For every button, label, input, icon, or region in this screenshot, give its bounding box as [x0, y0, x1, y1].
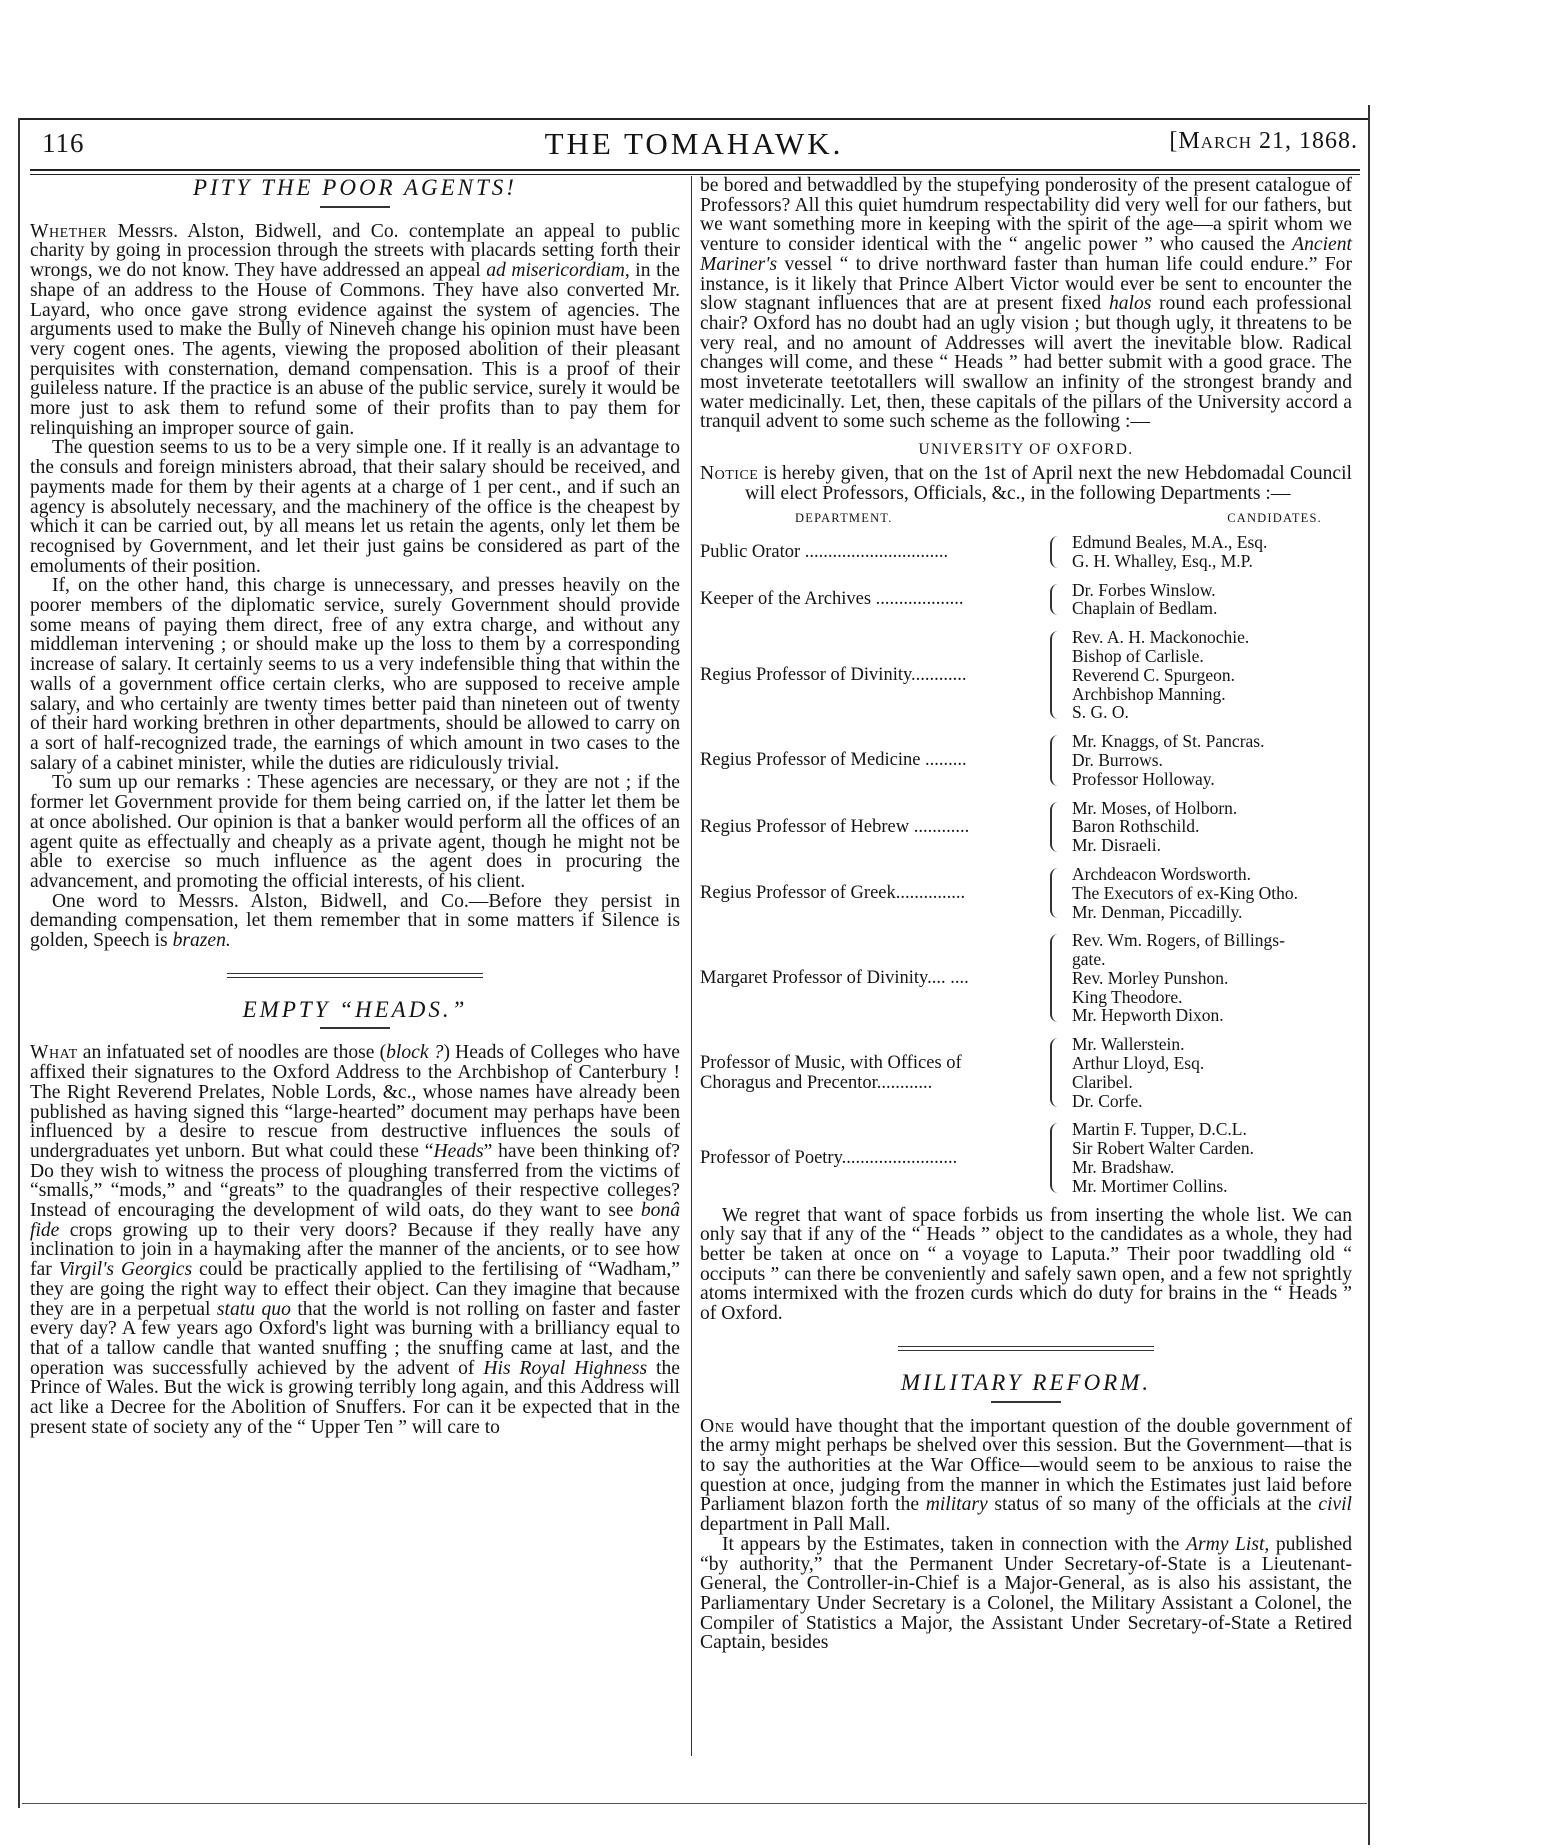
- department-name: Professor of Poetry.........................: [700, 1148, 958, 1169]
- title-rule: [991, 1401, 1061, 1403]
- candidates-table: [700, 533, 1352, 1196]
- candidate-list: Archdeacon Wordsworth. The Executors of ex-King Otho. Mr. Denman, Piccadilly.: [1072, 863, 1298, 922]
- title-rule: [320, 206, 390, 208]
- candidates-column-header: CANDIDATES.: [1227, 511, 1322, 526]
- article-title-empty-heads: EMPTY “HEADS.”: [242, 996, 468, 1022]
- table-row: [700, 533, 1352, 571]
- department-name: Regius Professor of Divinity............: [700, 665, 967, 686]
- paragraph: It appears by the Estimates, taken in connection with the Army List, published “by authority,” that the Permanent Under Secretary-of-State is a Lieutenant-General, the Controller-in-Chief is a Major-General, as is also his assistant, the Parliamentary Under Secretary is a Colonel, the Military Assistant a Colonel, the Compiler of Statistics a Major, the Assistant Under Secretary-of-State a Retired Captain, besides: [700, 1533, 1353, 1654]
- candidate-list: Rev. A. H. Mackonochie. Bishop of Carlisle. Reverend C. Spurgeon. Archbishop Manning. S. G. O.: [1072, 627, 1250, 723]
- column-divider: [691, 176, 692, 1756]
- brace: [1050, 536, 1064, 568]
- paragraph: be bored and betwaddled by the stupefying ponderosity of the present catalogue of Professors? All this quiet humdrum respectability did very well for our fathers, but we want something more in keeping with the spirit of the age—a spirit whom we venture to consider identical with the “ angelic power ” who caused the Ancient Mariner's vessel “ to drive northward faster than human life could endure.” For instance, is it likely that Prince Albert Victor would ever be sent to encounter the slow stagnant influences that are at present fixed halos round each professional chair? Oxford has no doubt had an ugly vision ; but though ugly, it threatens to be very real, and no amount of Addresses will avert the inevitable blow. Radical changes will come, and these “ Heads ” had better submit with a good grace. The most inveterate teetotallers will swallow an infinity of the strongest brandy and water medicinally. Let, then, these capitals of the pillars of the University accord a tranquil advent to some such scheme as the following :—: [700, 175, 1352, 433]
- paragraph: One would have thought that the important question of the double government of the army might perhaps be shelved over this session. But the Government—that is to say the authorities at the War Office—would seem to be anxious to raise the question at once, judging from the manner in which the Estimates just laid before Parliament blazon forth the military status of so many of the officials at the civil department in Pall Mall.: [700, 1415, 1352, 1536]
- brace: [1050, 1038, 1064, 1107]
- candidate-list: Edmund Beales, M.A., Esq. G. H. Whalley, Esq., M.P.: [1072, 531, 1268, 571]
- department-name: Professor of Music, with Offices of Choragus and Precentor............: [700, 1052, 962, 1093]
- paragraph: Whether Messrs. Alston, Bidwell, and Co. contemplate an appeal to public charity by going in procession through the streets with placards setting forth their wrongs, we do not know. They have addressed an appeal ad misericordiam, in the shape of an address to the House of Commons. They have also converted Mr. Layard, who once gave strong evidence against the system of agencies. The arguments used to make the Bully of Nineveh change his opinion must have been very cogent ones. The agents, viewing the proposed abolition of their pleasant perquisites with consternation, demand compensation. This is a proof of their guileless nature. If the practice is an abuse of the public service, surely it would be more just to ask them to refund some of their profits than to pay them for relinquishing an improper source of gain.: [30, 220, 681, 439]
- paragraph: One word to Messrs. Alston, Bidwell, and Co.—Before they persist in demanding compensation, let them remember that in some matters if Silence is golden, Speech is brazen.: [30, 890, 680, 952]
- page-border-left: [18, 118, 20, 1808]
- brace: [1050, 1123, 1064, 1192]
- table-row: [700, 1035, 1352, 1110]
- table-row: [700, 732, 1352, 788]
- title-rule: [320, 1027, 390, 1029]
- notice-heading: UNIVERSITY OF OXFORD.: [918, 441, 1134, 459]
- department-name: Keeper of the Archives ...................: [700, 589, 964, 610]
- article-title-pity-the-poor-agents: PITY THE POOR AGENTS!: [193, 175, 517, 200]
- issue-date: [March 21, 1868.: [1169, 128, 1358, 154]
- page-number: 116: [42, 128, 85, 158]
- masthead: THE TOMAHAWK.: [544, 126, 844, 161]
- candidate-list: Mr. Wallerstein. Arthur Lloyd, Esq. Claribel. Dr. Corfe.: [1072, 1034, 1205, 1111]
- table-row: [700, 931, 1352, 1025]
- table-row: [700, 1120, 1352, 1195]
- department-name: Public Orator ...............................: [700, 541, 949, 562]
- department-name: Regius Professor of Medicine .........: [700, 750, 967, 771]
- department-name: Margaret Professor of Divinity.... ....: [700, 968, 969, 989]
- table-row: [700, 628, 1352, 722]
- section-divider: [898, 1346, 1154, 1351]
- candidate-list: Martin F. Tupper, D.C.L. Sir Robert Walter Carden. Mr. Bradshaw. Mr. Mortimer Collins.: [1072, 1119, 1254, 1196]
- article-title-military-reform: MILITARY REFORM.: [900, 1369, 1152, 1395]
- paragraph: To sum up our remarks : These agencies are necessary, or they are not ; if the former let Government provide for them being carried on, if the latter let them be at once abolished. Our opinion is that a banker would perform all the offices of an agent quite as effectually and cheaply as a private agent, though he might not be able to exercise so much influence as the agent does in procuring the advancement, and promoting the official interests, of his client.: [30, 772, 680, 892]
- table-row: [700, 865, 1352, 921]
- left-column: [30, 176, 680, 1437]
- table-header: [700, 503, 1352, 529]
- right-column: [700, 176, 1352, 1653]
- department-column-header: DEPARTMENT.: [795, 511, 893, 526]
- page-border-right: [1368, 105, 1370, 1845]
- paragraph: What an infatuated set of noodles are those (block ?) Heads of Colleges who have affixed their signatures to the Oxford Address to the Archbishop of Canterbury ! The Right Reverend Prelates, Noble Lords, &c., whose names have already been published as having signed this “large-hearted” document may perhaps have been influenced by a desire to rescue from destructive influences the souls of undergraduates yet unborn. But what could these “Heads” have been thinking of? Do they wish to witness the process of ploughing transferred from the victims of “smalls,” “mods,” and “greats” to the quadrangles of their respective colleges? Instead of encouraging the development of wild oats, do they want to see bonâ fide crops growing up to their very doors? Because if they really have any inclination to join in a haymaking after the manner of the ancients, or to see how far Virgil's Georgics could be practically applied to the fertilising of “Wadham,” they are going the right way to effect their object. Can they imagine that because they are in a perpetual statu quo that the world is not rolling on faster and faster every day? A few years ago Oxford's light was burning with a brilliancy equal to that of a tallow candle that wanted snuffing ; the snuffing came at last, and the operation was successfully achieved by the advent of His Royal Highness the Prince of Wales. But the wick is growing terribly long again, and this Address will act like a Decree for the Abolition of Snuffers. For can it be expected that in the present state of society any of the “ Upper Ten ” will care to: [30, 1042, 681, 1438]
- paragraph: If, on the other hand, this charge is unnecessary, and presses heavily on the poorer members of the diplomatic service, surely Government should provide some means of paying them direct, free of any extra charge, and without any middleman intervening ; or should make up the loss to them by a corresponding increase of salary. It certainly seems to us a very indefensible thing that within the walls of a government office certain clerks, who are supposed to receive ample salary, and who certainly are twenty times better paid than nineteen out of twenty of their hard working brethren in other departments, should be allowed to carry on a sort of half-recognized trade, the earnings of which amount in two cases to the salary of a cabinet minister, while the duties are ridiculously trivial.: [30, 575, 680, 774]
- candidate-list: Dr. Forbes Winslow. Chaplain of Bedlam.: [1072, 579, 1218, 619]
- brace: [1050, 934, 1064, 1022]
- department-name: Regius Professor of Hebrew ............: [700, 816, 970, 837]
- header-rule: [30, 169, 1360, 171]
- page-border-bottom: [22, 1803, 1367, 1804]
- table-row: [700, 799, 1352, 855]
- brace: [1050, 584, 1064, 616]
- notice-paragraph: Notice is hereby given, that on the 1st of April next the new Hebdomadal Council will elect Professors, Officials, &c., in the following Departments :—: [700, 462, 1352, 504]
- page-border-top: [18, 118, 1368, 120]
- brace: [1050, 735, 1064, 785]
- department-name: Regius Professor of Greek...............: [700, 883, 966, 904]
- paragraph: The question seems to us to be a very simple one. If it really is an advantage to the consuls and foreign ministers abroad, that their salary should be received, and payments made for them by their agents at a charge of 1 per cent., and if such an agency is absolutely necessary, and the machinery of the office is the cheapest by which it can be carried out, by all means let us retain the agents, only let them be recognised by Government, and let their just gains be considered as part of the emoluments of their position.: [30, 437, 680, 577]
- brace: [1050, 868, 1064, 918]
- brace: [1050, 802, 1064, 852]
- brace: [1050, 631, 1064, 719]
- page-header: [30, 128, 1358, 166]
- candidate-list: Mr. Knaggs, of St. Pancras. Dr. Burrows. Professor Holloway.: [1072, 731, 1265, 789]
- section-divider: [227, 973, 483, 978]
- table-row: [700, 581, 1352, 619]
- candidate-list: Mr. Moses, of Holborn. Baron Rothschild. Mr. Disraeli.: [1072, 797, 1238, 856]
- candidate-list: Rev. Wm. Rogers, of Billings- gate. Rev. Morley Punshon. King Theodore. Mr. Hepworth Dixon.: [1072, 930, 1285, 1026]
- paragraph: We regret that want of space forbids us from inserting the whole list. We can only say that if any of the “ Heads ” object to the candidates as a whole, they had better be taken at once on “ a voyage to Laputa.” Their poor twaddling old “ occiputs ” can there be conveniently and safely sawn open, and a few not sprightly atoms intermixed with the frozen curds which do duty for brains in the “ Heads ” of Oxford.: [700, 1204, 1352, 1325]
